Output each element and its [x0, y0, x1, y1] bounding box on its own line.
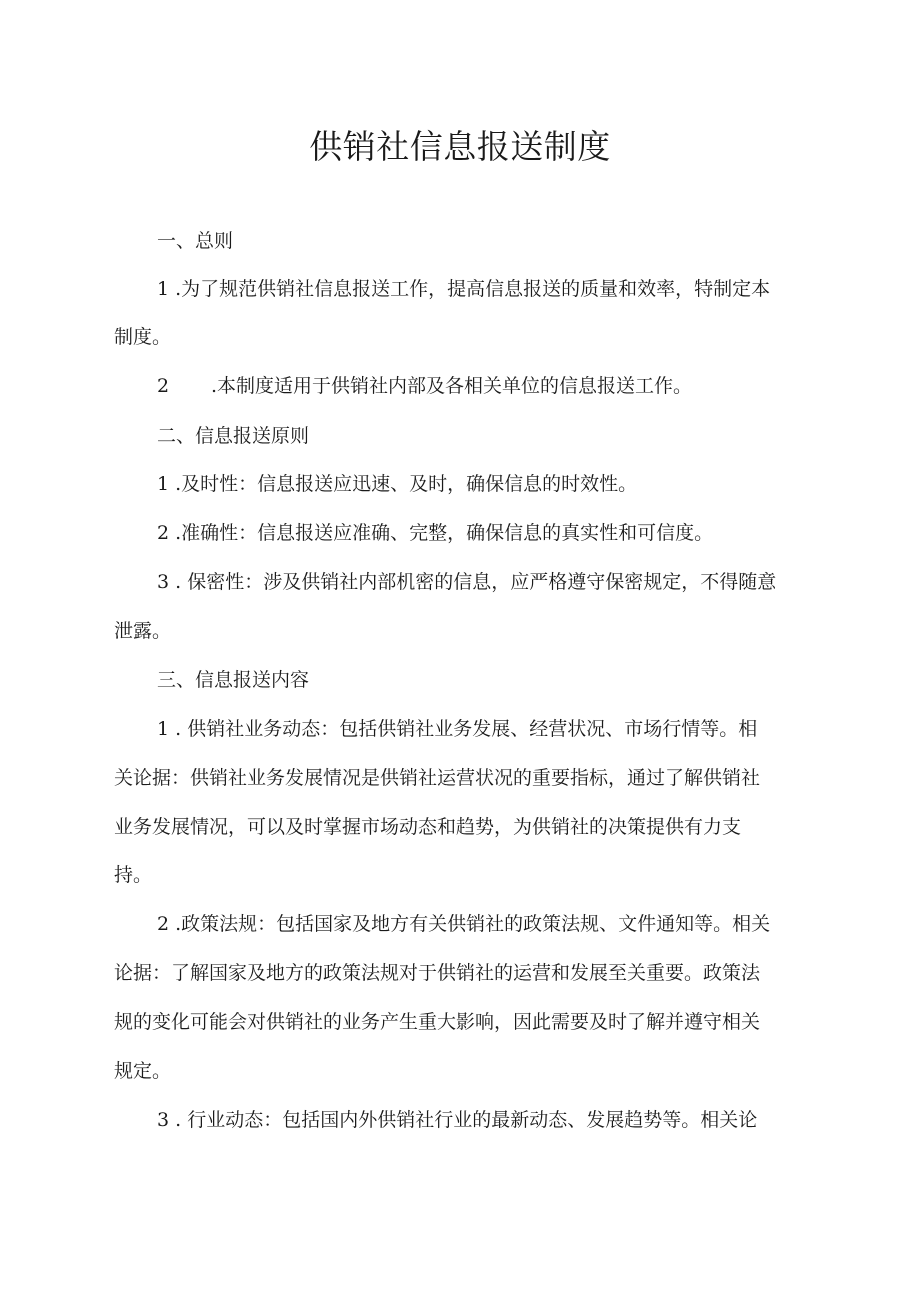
paragraph-line: 规定。: [114, 1060, 172, 1082]
item-number: 1: [157, 278, 170, 300]
paragraph-text: .政策法规：包括国家及地方有关供销社的政策法规、文件通知等。相关: [169, 913, 771, 935]
paragraph-line: [157, 520, 713, 546]
paragraph-text: . 供销社业务动态：包括供销社业务发展、经营状况、市场行情等。相: [169, 718, 758, 740]
paragraph-line: 泄露。: [114, 620, 172, 642]
paragraph-line: [157, 1107, 757, 1133]
paragraph-line: [157, 911, 770, 937]
item-number: 1: [157, 473, 170, 495]
paragraph-line: [157, 276, 770, 302]
section-heading-content: 三、信息报送内容: [157, 669, 310, 691]
paragraph-text: . 保密性：涉及供销社内部机密的信息，应严格遵守保密规定，不得随意: [169, 571, 777, 593]
section-heading-principles: 二、信息报送原则: [157, 425, 310, 447]
paragraph-line: [157, 373, 692, 399]
item-number: 2: [157, 375, 170, 397]
paragraph-line: 关论据：供销社业务发展情况是供销社运营状况的重要指标，通过了解供销社: [114, 767, 761, 789]
item-number: 3: [157, 571, 170, 593]
item-number: 2: [157, 913, 170, 935]
item-number: 2: [157, 522, 170, 544]
paragraph-line: 论据：了解国家及地方的政策法规对于供销社的运营和发展至关重要。政策法: [114, 962, 761, 984]
paragraph-line: 持。: [114, 864, 153, 886]
paragraph-text: .为了规范供销社信息报送工作，提高信息报送的质量和效率，特制定本: [169, 278, 771, 300]
paragraph-line: [157, 471, 637, 497]
paragraph-line: [157, 716, 757, 742]
paragraph-text: .准确性：信息报送应准确、完整，确保信息的真实性和可信度。: [169, 522, 714, 544]
item-number: 1: [157, 718, 170, 740]
paragraph-text: .及时性：信息报送应迅速、及时，确保信息的时效性。: [169, 473, 638, 495]
paragraph-line: 规的变化可能会对供销社的业务产生重大影响，因此需要及时了解并遵守相关: [114, 1011, 761, 1033]
paragraph-text: . 行业动态：包括国内外供销社行业的最新动态、发展趋势等。相关论: [169, 1109, 758, 1131]
section-heading-general: 一、总则: [157, 230, 234, 252]
paragraph-line: 业务发展情况，可以及时掌握市场动态和趋势，为供销社的决策提供有力支: [114, 816, 742, 838]
paragraph-text: .本制度适用于供销社内部及各相关单位的信息报送工作。: [211, 375, 693, 397]
item-number: 3: [157, 1109, 170, 1131]
paragraph-line: [157, 569, 776, 595]
paragraph-line: 制度。: [114, 326, 172, 348]
page-title: 供销社信息报送制度: [309, 127, 611, 166]
